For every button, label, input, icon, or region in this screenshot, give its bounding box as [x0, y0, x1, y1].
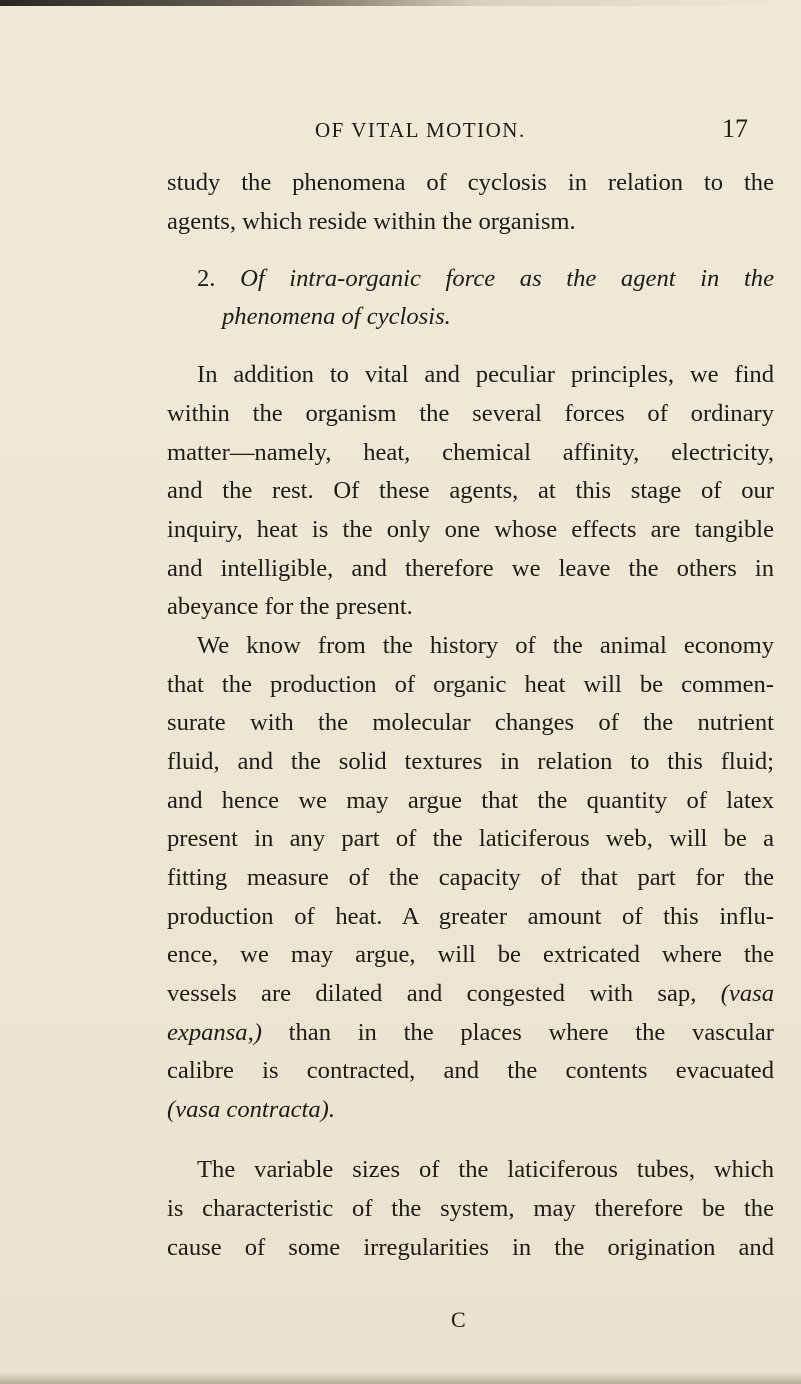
signature-mark: C — [451, 1307, 466, 1332]
text-line: In addition to vital and peculiar principles, we find — [197, 361, 774, 388]
text-line: and the rest. Of these agents, at this stage of our — [167, 477, 774, 504]
text-line: inquiry, heat is the only one whose effects are tangible — [167, 516, 774, 543]
text-line: calibre is contracted, and the contents evacuated — [167, 1057, 774, 1084]
text-line: fitting measure of the capacity of that part for the — [167, 864, 774, 891]
running-title: OF VITAL MOTION. — [315, 118, 526, 142]
text-line — [167, 1016, 774, 1050]
italic-term: (vasa — [720, 980, 774, 1007]
text-line: that the production of organic heat will be commen- — [167, 671, 774, 698]
section-heading-cont — [222, 300, 774, 334]
page-top-edge — [0, 0, 801, 6]
text-line: surate with the molecular changes of the nutrient — [167, 709, 774, 736]
text-line: study the phenomena of cyclosis in relation to the — [167, 169, 774, 196]
text-line: cause of some irregularities in the origination and — [167, 1234, 774, 1261]
section-heading-line1: Of intra-organic force as the agent in the — [240, 265, 774, 292]
italic-term: (vasa contracta). — [167, 1096, 336, 1123]
text-line: within the organism the several forces of ordinary — [167, 400, 774, 427]
section-number: 2. — [197, 265, 241, 292]
page-bottom-edge — [0, 1372, 801, 1384]
section-heading — [197, 262, 774, 296]
text-line: present in any part of the laticiferous web, will be a — [167, 825, 774, 852]
text-line: and intelligible, and therefore we leave the others in — [167, 555, 774, 582]
text-line: is characteristic of the system, may therefore be the — [167, 1195, 774, 1222]
text-line: We know from the history of the animal economy — [197, 632, 774, 659]
text-line — [167, 1093, 774, 1127]
text-run: than in the places where the vascular — [261, 1019, 774, 1046]
italic-term: expansa,) — [167, 1019, 262, 1046]
text-line: The variable sizes of the laticiferous tubes, which — [197, 1156, 774, 1183]
text-line: abeyance for the present. — [167, 593, 413, 620]
text-line: matter—namely, heat, chemical affinity, electricity, — [167, 439, 774, 466]
text-line: ence, we may argue, will be extricated where the — [167, 941, 774, 968]
text-line: fluid, and the solid textures in relation to this fluid; — [167, 748, 774, 775]
text-line: and hence we may argue that the quantity of latex — [167, 787, 774, 814]
section-heading-line2: phenomena of cyclosis. — [222, 303, 451, 330]
text-line: production of heat. A greater amount of this influ- — [167, 903, 774, 930]
text-line — [167, 977, 774, 1011]
text-line: agents, which reside within the organism. — [167, 208, 576, 235]
running-head — [0, 114, 801, 148]
page-number: 17 — [722, 114, 748, 143]
text-run: vessels are dilated and congested with sap, — [167, 980, 721, 1007]
